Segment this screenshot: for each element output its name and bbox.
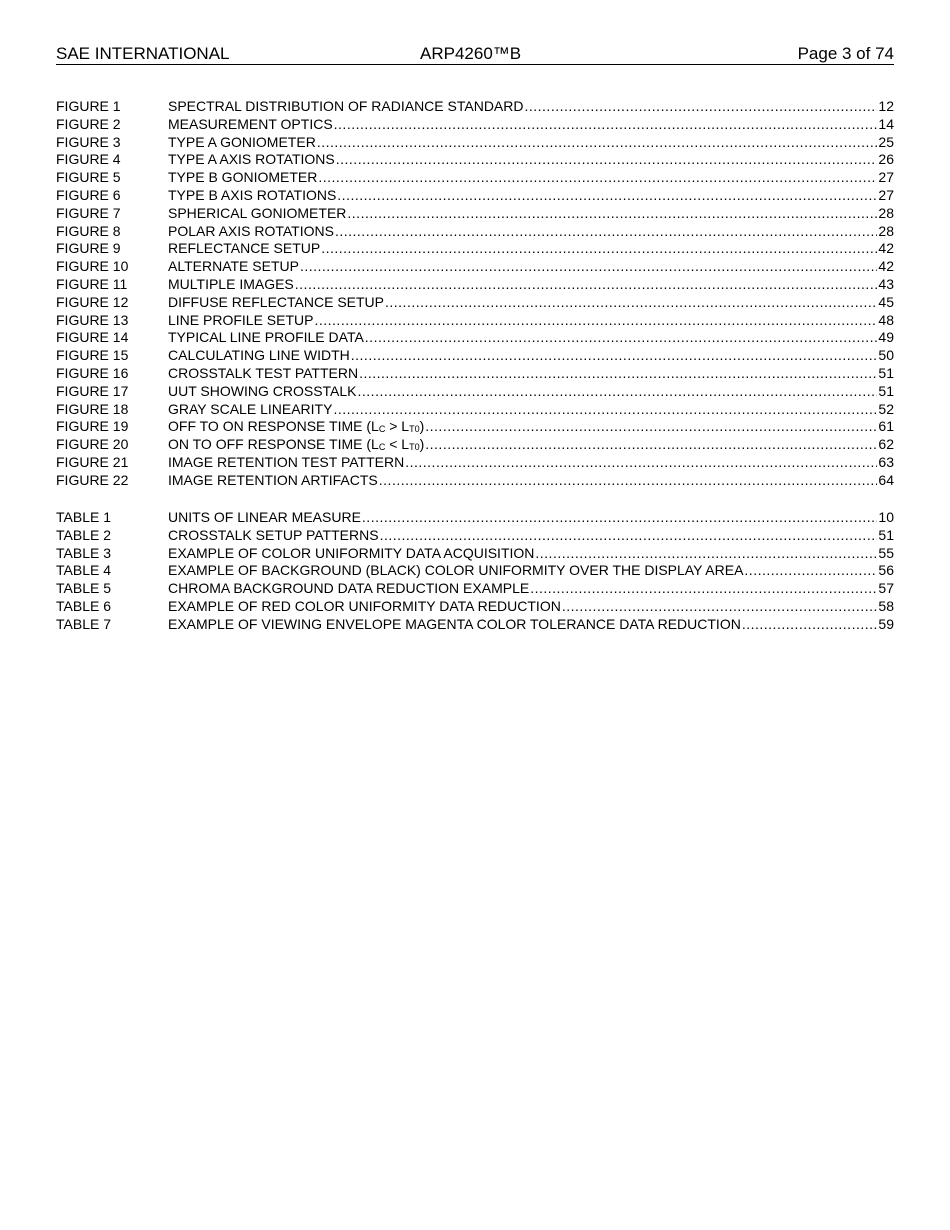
- dot-leader: [742, 616, 878, 634]
- table-entry[interactable]: [56, 527, 894, 545]
- table-title: UNITS OF LINEAR MEASURE: [168, 509, 361, 525]
- figure-entry[interactable]: [56, 294, 894, 312]
- table-title: CROSSTALK SETUP PATTERNS: [168, 526, 379, 543]
- figure-entry[interactable]: [56, 276, 894, 294]
- table-number: TABLE 6: [56, 597, 111, 614]
- table-entry[interactable]: [56, 509, 894, 527]
- figure-entry[interactable]: [56, 418, 894, 436]
- figure-page-number: 48: [878, 311, 894, 328]
- figure-title: TYPE A GONIOMETER: [168, 133, 316, 150]
- figure-number: FIGURE 7: [56, 204, 121, 221]
- subscript: C: [378, 424, 386, 435]
- figure-number: FIGURE 2: [56, 115, 121, 132]
- figure-page-number: 42: [878, 240, 894, 257]
- list-of-tables: [56, 509, 894, 634]
- figure-page-number: 52: [878, 400, 894, 417]
- table-title: EXAMPLE OF VIEWING ENVELOPE MAGENTA COLOR TOLERANCE DATA REDUCTION: [168, 615, 741, 632]
- dot-leader: [535, 545, 877, 563]
- figure-entry[interactable]: [56, 472, 894, 490]
- table-number: TABLE 2: [56, 526, 111, 543]
- table-page-number: 58: [878, 597, 894, 614]
- dot-leader: [336, 151, 878, 169]
- figure-entry[interactable]: [56, 240, 894, 258]
- header-organization: SAE INTERNATIONAL: [56, 44, 230, 63]
- figure-title: ON TO OFF RESPONSE TIME $(L_C < L_{T0})$: [168, 436, 425, 453]
- table-page-number: 57: [878, 580, 894, 597]
- dot-leader: [295, 276, 878, 294]
- figure-page-number: 12: [878, 98, 894, 114]
- figure-title: CROSSTALK TEST PATTERN: [168, 364, 359, 381]
- dot-leader: [385, 294, 877, 312]
- figure-page-number: 51: [878, 382, 894, 399]
- figure-number: FIGURE 1: [56, 98, 121, 114]
- figure-page-number: 49: [878, 329, 894, 346]
- figure-number: FIGURE 12: [56, 293, 129, 310]
- figure-number: FIGURE 22: [56, 471, 129, 488]
- table-page-number: 51: [878, 526, 894, 543]
- figure-page-number: 28: [878, 222, 894, 239]
- figure-number: FIGURE 4: [56, 151, 121, 168]
- figure-title: UUT SHOWING CROSSTALK: [168, 382, 357, 399]
- figure-number: FIGURE 9: [56, 240, 121, 257]
- dot-leader: [317, 134, 878, 152]
- figure-title: IMAGE RETENTION ARTIFACTS: [168, 471, 378, 488]
- figure-page-number: 26: [878, 151, 894, 168]
- figure-number: FIGURE 11: [56, 275, 128, 292]
- figure-entry[interactable]: [56, 169, 894, 187]
- figure-number: FIGURE 8: [56, 222, 121, 239]
- table-title: CHROMA BACKGROUND DATA REDUCTION EXAMPLE: [168, 580, 530, 597]
- figure-page-number: 64: [878, 471, 894, 488]
- table-page-number: 56: [878, 562, 894, 579]
- dot-leader: [335, 223, 877, 241]
- dot-leader: [524, 98, 877, 116]
- table-entry[interactable]: [56, 598, 894, 616]
- figure-page-number: 14: [878, 115, 894, 132]
- dot-leader: [362, 509, 878, 527]
- figure-entry[interactable]: [56, 98, 894, 116]
- page-header: [56, 44, 894, 65]
- figure-entry[interactable]: [56, 383, 894, 401]
- dot-leader: [333, 401, 877, 419]
- figure-page-number: 27: [878, 186, 894, 203]
- table-number: TABLE 3: [56, 544, 111, 561]
- dot-leader: [337, 187, 877, 205]
- figure-title: SPECTRAL DISTRIBUTION OF RADIANCE STANDARD: [168, 98, 524, 114]
- dot-leader: [321, 240, 877, 258]
- figure-title: TYPE B AXIS ROTATIONS: [168, 186, 337, 203]
- dot-leader: [359, 365, 877, 383]
- dot-leader: [425, 418, 877, 436]
- dot-leader: [365, 329, 878, 347]
- figure-entry[interactable]: [56, 116, 894, 134]
- figure-entry[interactable]: [56, 187, 894, 205]
- figure-number: FIGURE 6: [56, 186, 121, 203]
- figure-number: FIGURE 5: [56, 169, 121, 186]
- figure-title: SPHERICAL GONIOMETER: [168, 204, 347, 221]
- table-number: TABLE 1: [56, 509, 111, 525]
- table-page-number: 59: [878, 615, 894, 632]
- figure-number: FIGURE 15: [56, 347, 129, 364]
- figure-entry[interactable]: [56, 258, 894, 276]
- table-title: EXAMPLE OF COLOR UNIFORMITY DATA ACQUISITION: [168, 544, 535, 561]
- dot-leader: [425, 436, 877, 454]
- dot-leader: [379, 472, 878, 490]
- subscript: T0: [409, 424, 420, 435]
- figure-number: FIGURE 21: [56, 453, 129, 470]
- dot-leader: [358, 383, 878, 401]
- figure-page-number: 50: [878, 347, 894, 364]
- figure-number: FIGURE 19: [56, 418, 129, 435]
- figure-title: TYPE B GONIOMETER: [168, 169, 318, 186]
- figure-page-number: 27: [878, 169, 894, 186]
- table-title: EXAMPLE OF BACKGROUND (BLACK) COLOR UNIFORMITY OVER THE DISPLAY AREA: [168, 562, 744, 579]
- figure-title: MEASUREMENT OPTICS: [168, 115, 333, 132]
- figure-entry[interactable]: [56, 134, 894, 152]
- figure-number: FIGURE 13: [56, 311, 129, 328]
- header-page-number: Page 3 of 74: [797, 44, 894, 63]
- figure-page-number: 62: [878, 436, 894, 453]
- figure-title: CALCULATING LINE WIDTH: [168, 347, 350, 364]
- dot-leader: [334, 116, 878, 134]
- figure-title: TYPICAL LINE PROFILE DATA: [168, 329, 364, 346]
- figure-title: MULTIPLE IMAGES: [168, 275, 294, 292]
- table-entry[interactable]: [56, 562, 894, 580]
- subscript: C: [378, 442, 386, 453]
- figure-entry[interactable]: [56, 401, 894, 419]
- dot-leader: [380, 527, 878, 545]
- figure-number: FIGURE 16: [56, 364, 129, 381]
- figure-entry[interactable]: [56, 223, 894, 241]
- figure-title: LINE PROFILE SETUP: [168, 311, 314, 328]
- table-page-number: 55: [878, 544, 894, 561]
- figure-page-number: 25: [878, 133, 894, 150]
- figure-entry[interactable]: [56, 205, 894, 223]
- figure-entry[interactable]: [56, 151, 894, 169]
- figure-page-number: 51: [878, 364, 894, 381]
- dot-leader: [314, 312, 877, 330]
- list-of-figures: [56, 98, 894, 490]
- figure-title: TYPE A AXIS ROTATIONS: [168, 151, 335, 168]
- figure-entry[interactable]: [56, 329, 894, 347]
- figure-title: OFF TO ON RESPONSE TIME $(L_C > L_{T0})$: [168, 418, 425, 435]
- figure-title: REFLECTANCE SETUP: [168, 240, 321, 257]
- dot-leader: [347, 205, 877, 223]
- figure-page-number: 42: [878, 258, 894, 275]
- dot-leader: [300, 258, 877, 276]
- figure-number: FIGURE 3: [56, 133, 121, 150]
- table-entry[interactable]: [56, 545, 894, 563]
- figure-entry[interactable]: [56, 347, 894, 365]
- figure-title: GRAY SCALE LINEARITY: [168, 400, 333, 417]
- table-title: EXAMPLE OF RED COLOR UNIFORMITY DATA REDUCTION: [168, 597, 561, 614]
- figure-page-number: 43: [878, 275, 894, 292]
- figure-entry[interactable]: [56, 454, 894, 472]
- header-document-number: ARP4260™B: [420, 44, 522, 63]
- dot-leader: [744, 562, 877, 580]
- figure-page-number: 28: [878, 204, 894, 221]
- figure-number: FIGURE 18: [56, 400, 129, 417]
- figure-title: POLAR AXIS ROTATIONS: [168, 222, 334, 239]
- figure-page-number: 45: [878, 293, 894, 310]
- dot-leader: [562, 598, 878, 616]
- figure-page-number: 61: [878, 418, 894, 435]
- figure-number: FIGURE 10: [56, 258, 129, 275]
- table-entry[interactable]: [56, 616, 894, 634]
- figure-page-number: 63: [878, 453, 894, 470]
- figure-entry[interactable]: [56, 436, 894, 454]
- figure-title: DIFFUSE REFLECTANCE SETUP: [168, 293, 384, 310]
- figure-number: FIGURE 20: [56, 436, 129, 453]
- dot-leader: [351, 347, 878, 365]
- table-entry[interactable]: [56, 580, 894, 598]
- dot-leader: [405, 454, 877, 472]
- table-page-number: 10: [878, 509, 894, 525]
- table-number: TABLE 7: [56, 615, 111, 632]
- dot-leader: [318, 169, 877, 187]
- figure-title: ALTERNATE SETUP: [168, 258, 299, 275]
- figure-number: FIGURE 14: [56, 329, 129, 346]
- table-number: TABLE 5: [56, 580, 111, 597]
- figure-title: IMAGE RETENTION TEST PATTERN: [168, 453, 405, 470]
- subscript: T0: [409, 442, 420, 453]
- figure-entry[interactable]: [56, 365, 894, 383]
- table-number: TABLE 4: [56, 562, 111, 579]
- dot-leader: [530, 580, 877, 598]
- figure-entry[interactable]: [56, 312, 894, 330]
- figure-number: FIGURE 17: [56, 382, 129, 399]
